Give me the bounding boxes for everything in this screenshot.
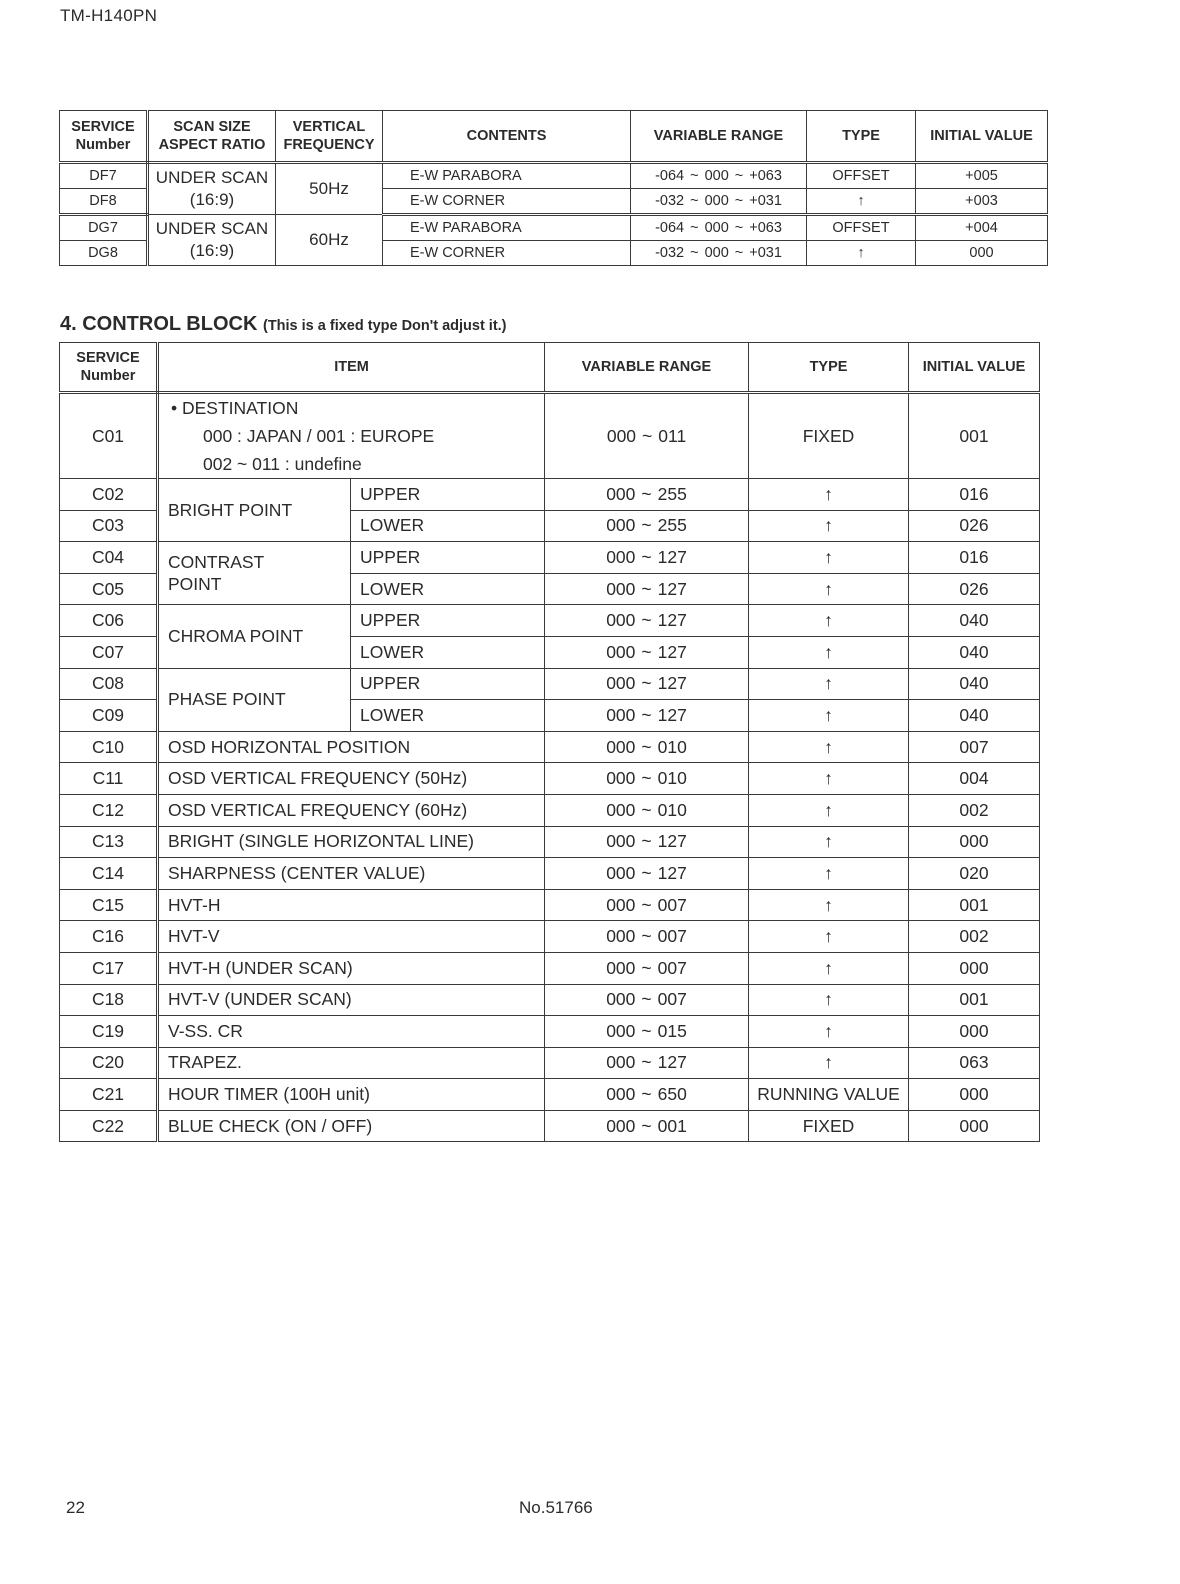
service-number: C20	[60, 1047, 158, 1079]
sub-item: LOWER	[351, 636, 545, 668]
item-label: V-SS. CR	[158, 1016, 545, 1048]
group-label: BRIGHT POINT	[158, 479, 351, 542]
sub-item: LOWER	[351, 573, 545, 605]
initial-value: 040	[909, 668, 1040, 700]
service-number: C08	[60, 668, 158, 700]
initial-value: 000	[909, 952, 1040, 984]
initial-value: 000	[909, 1110, 1040, 1142]
type: FIXED	[749, 1110, 909, 1142]
type: ↑	[749, 700, 909, 732]
initial-value: 001	[909, 393, 1040, 479]
variable-range: 000 ~ 127	[545, 700, 749, 732]
item-label: BRIGHT (SINGLE HORIZONTAL LINE)	[158, 826, 545, 858]
variable-range: 000 ~ 127	[545, 542, 749, 574]
variable-range: 000 ~ 650	[545, 1079, 749, 1111]
service-number: C05	[60, 573, 158, 605]
service-number: C02	[60, 479, 158, 511]
header-type: TYPE	[807, 111, 916, 163]
initial-value: 002	[909, 921, 1040, 953]
service-number: C11	[60, 763, 158, 795]
variable-range: 000 ~ 255	[545, 479, 749, 511]
table-row	[60, 952, 1040, 984]
initial-value: 004	[909, 763, 1040, 795]
table-row	[60, 1016, 1040, 1048]
contents: E-W PARABORA	[383, 163, 631, 189]
service-number: C09	[60, 700, 158, 732]
type: ↑	[749, 794, 909, 826]
variable-range: 000 ~ 127	[545, 668, 749, 700]
header-service-number: SERVICE Number	[60, 111, 148, 163]
service-number: C07	[60, 636, 158, 668]
variable-range: 000 ~ 127	[545, 605, 749, 637]
variable-range: 000 ~ 255	[545, 510, 749, 542]
destination-title: • DESTINATION	[171, 398, 299, 418]
control-block-table	[59, 342, 1040, 1142]
type: ↑	[807, 241, 916, 266]
table-row	[60, 763, 1040, 795]
item-label: HOUR TIMER (100H unit)	[158, 1079, 545, 1111]
service-number: C01	[60, 393, 158, 479]
item-label: HVT-V (UNDER SCAN)	[158, 984, 545, 1016]
item-label: BLUE CHECK (ON / OFF)	[158, 1110, 545, 1142]
initial-value: +004	[916, 215, 1048, 241]
variable-range: -032 ~ 000 ~ +031	[631, 189, 807, 215]
service-number: C21	[60, 1079, 158, 1111]
type: ↑	[749, 731, 909, 763]
table-row	[60, 1110, 1040, 1142]
table-row	[60, 668, 1040, 700]
item-label: TRAPEZ.	[158, 1047, 545, 1079]
section-title: 4. CONTROL BLOCK (This is a fixed type Don't adjust it.)	[60, 313, 507, 335]
service-number: DF8	[60, 189, 148, 215]
type: ↑	[749, 668, 909, 700]
destination-option-2: 002 ~ 011 : undefine	[203, 454, 362, 474]
group-label: CHROMA POINT	[158, 605, 351, 668]
table-row	[60, 921, 1040, 953]
type: ↑	[749, 573, 909, 605]
variable-range: 000 ~ 127	[545, 826, 749, 858]
variable-range: 000 ~ 015	[545, 1016, 749, 1048]
type: ↑	[749, 984, 909, 1016]
header-initial-value: INITIAL VALUE	[909, 343, 1040, 393]
type: ↑	[749, 826, 909, 858]
type: ↑	[749, 542, 909, 574]
sub-item: LOWER	[351, 700, 545, 732]
variable-range: 000 ~ 010	[545, 763, 749, 795]
type: OFFSET	[807, 163, 916, 189]
initial-value: 016	[909, 479, 1040, 511]
service-number: C03	[60, 510, 158, 542]
sub-item: UPPER	[351, 668, 545, 700]
variable-range: 000 ~ 001	[545, 1110, 749, 1142]
variable-range: -064 ~ 000 ~ +063	[631, 163, 807, 189]
service-number: C16	[60, 921, 158, 953]
table-row	[60, 794, 1040, 826]
variable-range: -032 ~ 000 ~ +031	[631, 241, 807, 266]
deflection-table	[59, 110, 1048, 266]
type: RUNNING VALUE	[749, 1079, 909, 1111]
initial-value: 020	[909, 858, 1040, 890]
table-row	[60, 984, 1040, 1016]
initial-value: 063	[909, 1047, 1040, 1079]
document-number: No.51766	[519, 1498, 593, 1517]
service-number: C14	[60, 858, 158, 890]
type: ↑	[749, 1047, 909, 1079]
type: ↑	[749, 858, 909, 890]
initial-value: +003	[916, 189, 1048, 215]
initial-value: 026	[909, 573, 1040, 605]
variable-range: 000 ~ 127	[545, 858, 749, 890]
initial-value: 040	[909, 636, 1040, 668]
header-contents: CONTENTS	[383, 111, 631, 163]
type: OFFSET	[807, 215, 916, 241]
table-row	[60, 479, 1040, 511]
type: ↑	[749, 763, 909, 795]
type: ↑	[749, 889, 909, 921]
item-label: HVT-H	[158, 889, 545, 921]
type: ↑	[749, 921, 909, 953]
service-number: DG8	[60, 241, 148, 266]
variable-range: 000 ~ 010	[545, 794, 749, 826]
service-number: C12	[60, 794, 158, 826]
section-note: (This is a fixed type Don't adjust it.)	[262, 318, 507, 334]
service-number: C06	[60, 605, 158, 637]
initial-value: 001	[909, 889, 1040, 921]
item-label: OSD VERTICAL FREQUENCY (60Hz)	[158, 794, 545, 826]
table-row	[60, 393, 1040, 479]
service-number: C15	[60, 889, 158, 921]
variable-range: 000 ~ 010	[545, 731, 749, 763]
table-row	[60, 826, 1040, 858]
type: ↑	[807, 189, 916, 215]
table-row	[60, 858, 1040, 890]
table-row	[60, 731, 1040, 763]
variable-range: 000 ~ 127	[545, 636, 749, 668]
table-row	[60, 542, 1040, 574]
variable-range: 000 ~ 007	[545, 984, 749, 1016]
item-label: SHARPNESS (CENTER VALUE)	[158, 858, 545, 890]
table-row	[60, 215, 1048, 241]
initial-value: 000	[909, 826, 1040, 858]
destination-option-1: 000 : JAPAN / 001 : EUROPE	[203, 426, 435, 446]
item-label: OSD HORIZONTAL POSITION	[158, 731, 545, 763]
service-number: C18	[60, 984, 158, 1016]
service-number: DG7	[60, 215, 148, 241]
service-number: C10	[60, 731, 158, 763]
item-label: HVT-V	[158, 921, 545, 953]
contents: E-W CORNER	[383, 241, 631, 266]
variable-range: 000 ~ 127	[545, 573, 749, 605]
initial-value: 001	[909, 984, 1040, 1016]
table-row	[60, 889, 1040, 921]
sub-item: UPPER	[351, 542, 545, 574]
scan-size: UNDER SCAN (16:9)	[148, 215, 276, 266]
header-item: ITEM	[158, 343, 545, 393]
type: ↑	[749, 952, 909, 984]
type: ↑	[749, 605, 909, 637]
vertical-frequency: 50Hz	[276, 163, 383, 215]
type: ↑	[749, 636, 909, 668]
header-initial-value: INITIAL VALUE	[916, 111, 1048, 163]
header-service-number: SERVICE Number	[60, 343, 158, 393]
header-type: TYPE	[749, 343, 909, 393]
item-label: OSD VERTICAL FREQUENCY (50Hz)	[158, 763, 545, 795]
header-scan-size: SCAN SIZE ASPECT RATIO	[148, 111, 276, 163]
initial-value: 000	[909, 1016, 1040, 1048]
table-row	[60, 1079, 1040, 1111]
initial-value: +005	[916, 163, 1048, 189]
service-number: DF7	[60, 163, 148, 189]
service-number: C19	[60, 1016, 158, 1048]
model-number: TM-H140PN	[60, 6, 158, 25]
table-row	[60, 1047, 1040, 1079]
initial-value: 026	[909, 510, 1040, 542]
contents: E-W CORNER	[383, 189, 631, 215]
type: ↑	[749, 1016, 909, 1048]
page-number: 22	[66, 1498, 85, 1517]
sub-item: LOWER	[351, 510, 545, 542]
type: FIXED	[749, 393, 909, 479]
contents: E-W PARABORA	[383, 215, 631, 241]
type: ↑	[749, 510, 909, 542]
initial-value: 000	[909, 1079, 1040, 1111]
variable-range: 000 ~ 007	[545, 889, 749, 921]
service-number: C13	[60, 826, 158, 858]
initial-value: 040	[909, 700, 1040, 732]
variable-range: 000 ~ 007	[545, 921, 749, 953]
scan-size: UNDER SCAN (16:9)	[148, 163, 276, 215]
initial-value: 002	[909, 794, 1040, 826]
header-vertical-frequency: VERTICAL FREQUENCY	[276, 111, 383, 163]
service-number: C17	[60, 952, 158, 984]
initial-value: 040	[909, 605, 1040, 637]
sub-item: UPPER	[351, 605, 545, 637]
group-label: CONTRAST POINT	[158, 542, 351, 605]
table-row	[60, 163, 1048, 189]
destination-item	[158, 393, 545, 479]
vertical-frequency: 60Hz	[276, 215, 383, 266]
item-label: HVT-H (UNDER SCAN)	[158, 952, 545, 984]
service-number: C04	[60, 542, 158, 574]
initial-value: 007	[909, 731, 1040, 763]
header-variable-range: VARIABLE RANGE	[545, 343, 749, 393]
variable-range: 000 ~ 127	[545, 1047, 749, 1079]
initial-value: 016	[909, 542, 1040, 574]
service-number: C22	[60, 1110, 158, 1142]
header-variable-range: VARIABLE RANGE	[631, 111, 807, 163]
variable-range: 000 ~ 011	[545, 393, 749, 479]
type: ↑	[749, 479, 909, 511]
initial-value: 000	[916, 241, 1048, 266]
group-label: PHASE POINT	[158, 668, 351, 731]
sub-item: UPPER	[351, 479, 545, 511]
variable-range: -064 ~ 000 ~ +063	[631, 215, 807, 241]
variable-range: 000 ~ 007	[545, 952, 749, 984]
table-row	[60, 605, 1040, 637]
